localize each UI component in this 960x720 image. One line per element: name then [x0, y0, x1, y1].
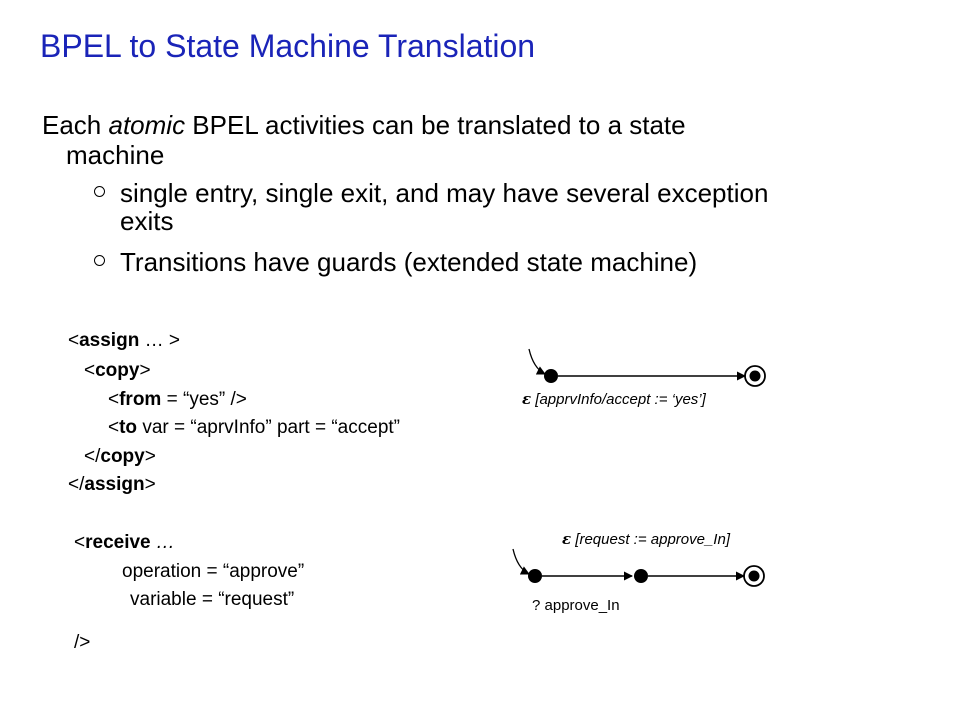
receive-intermediate-state [634, 569, 648, 583]
code-receive-line-4: /> [74, 632, 91, 653]
code-receive-line-1: <receive … [74, 532, 175, 553]
page-title: BPEL to State Machine Translation [40, 28, 536, 64]
assign-guard-label: ε [apprvInfo/accept := ‘yes’] [522, 390, 706, 408]
code-assign-line-3: <from = “yes” /> [108, 389, 247, 410]
assign-final-state-inner [750, 371, 761, 382]
receive-state-machine [513, 549, 764, 586]
intro-emphasis: atomic [108, 110, 186, 140]
receive-initial-state [528, 569, 542, 583]
code-assign-line-6: </assign> [68, 474, 156, 495]
intro-pre: Each [42, 110, 109, 140]
receive-initial-arrow [513, 549, 529, 574]
bullet-2-line-1: Transitions have guards (extended state machine) [120, 247, 698, 277]
intro-post: BPEL activities can be translated to a state [185, 110, 686, 140]
assign-initial-arrow [529, 349, 545, 374]
assign-state-machine [529, 349, 765, 386]
code-assign-line-5: </copy> [84, 446, 156, 467]
receive-guard-label: ε [request := approve_In] [562, 530, 730, 548]
code-assign-line-4: <to var = “aprvInfo” part = “accept” [108, 417, 400, 438]
receive-final-state-inner [749, 571, 760, 582]
code-assign-line-2: <copy> [84, 360, 151, 381]
assign-initial-state [544, 369, 558, 383]
code-receive-line-3: variable = “request” [130, 589, 295, 610]
bullet-1-line-1: single entry, single exit, and may have several exception [120, 178, 769, 208]
bullet-1-line-2: exits [120, 206, 174, 236]
receive-event-label: ? approve_In [532, 597, 620, 614]
intro-continuation: machine [66, 140, 165, 170]
code-receive-line-2: operation = “approve” [122, 561, 305, 582]
code-assign-line-1: <assign … > [68, 330, 180, 351]
